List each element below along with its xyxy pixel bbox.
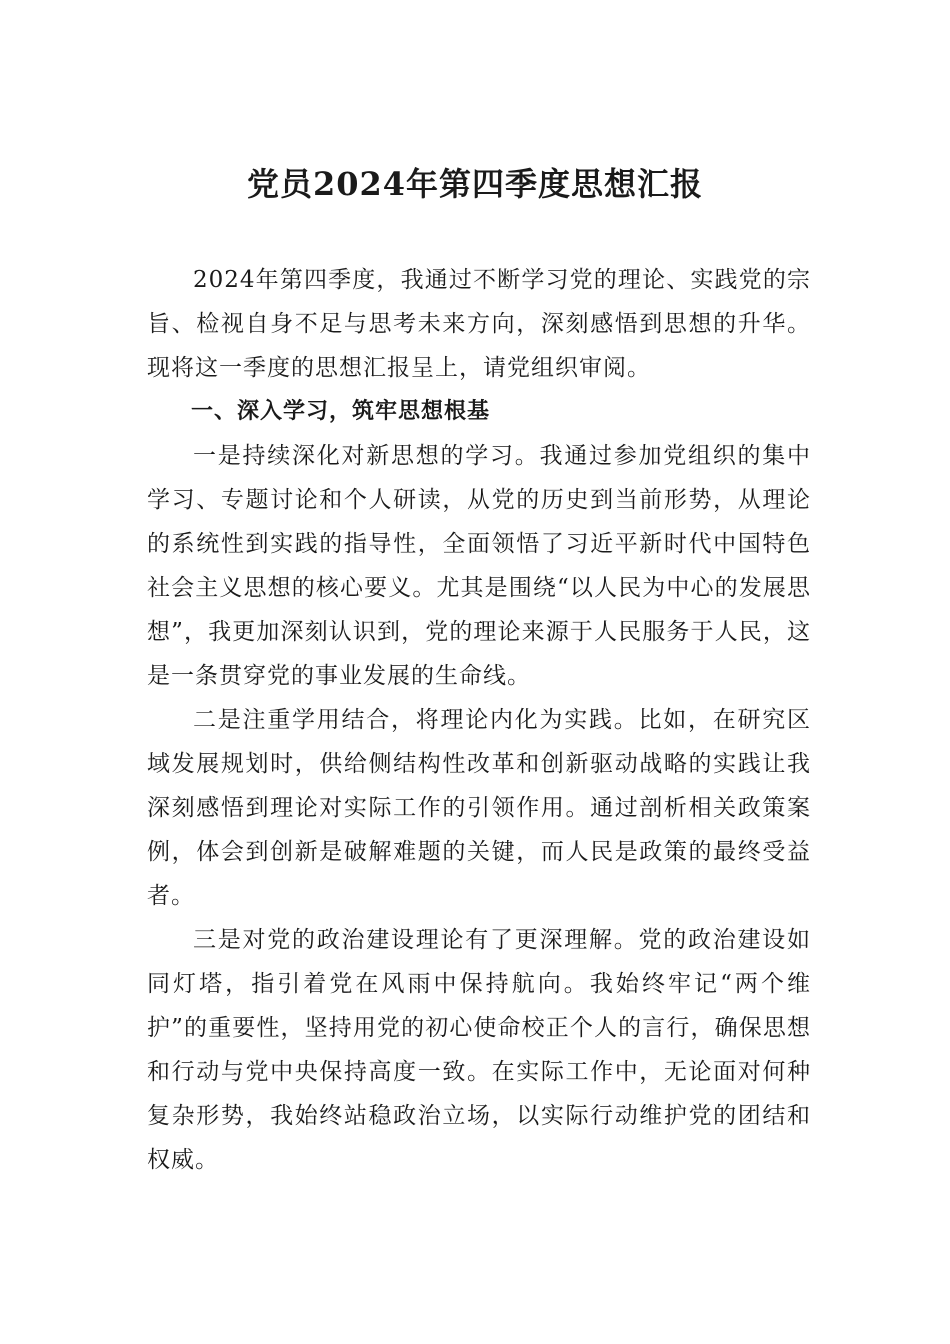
document-title: 党员2024年第四季度思想汇报 <box>246 165 704 203</box>
paragraph-2 <box>147 698 811 918</box>
paragraph-3 <box>147 918 811 1182</box>
paragraph-1 <box>147 434 811 698</box>
intro-paragraph: 2024年第四季度，我通过不断学习党的理论、实践党的宗旨、检视自身不足与思考未来方向，深刻感悟到思想的升华。现将这一季度的思想汇报呈上，请党组织审阅。 <box>147 267 811 381</box>
paragraph-lead: 三是对党的政治建设理论有了更深理解。 <box>193 927 639 953</box>
paragraph-lead: 二是注重学用结合，将理论内化为实践。 <box>193 707 639 733</box>
document-body <box>147 258 811 1182</box>
paragraph-text: 我通过参加党组织的集中学习、专题讨论和个人研读，从党的历史到当前形势，从理论的系统性到实践的指导性，全面领悟了习近平新时代中国特色社会主义思想的核心要义。尤其是围绕“以人民为中心的发展思想”，我更加深刻认识到，党的理论来源于人民服务于人民，这是一条贯穿党的事业发展的生命线。 <box>147 443 811 689</box>
section-heading-1: 一、深入学习，筑牢思想根基 <box>191 399 491 424</box>
paragraph-lead: 一是持续深化对新思想的学习。 <box>193 443 540 469</box>
paragraph-text: 党的政治建设如同灯塔，指引着党在风雨中保持航向。我始终牢记“两个维护”的重要性，坚持用党的初心使命校正个人的言行，确保思想和行动与党中央保持高度一致。在实际工作中，无论面对何种复杂形势，我始终站稳政治立场，以实际行动维护党的团结和权威。 <box>147 927 811 1173</box>
paragraph-text: 比如，在研究区域发展规划时，供给侧结构性改革和创新驱动战略的实践让我深刻感悟到理论对实际工作的引领作用。通过剖析相关政策案例，体会到创新是破解难题的关键，而人民是政策的最终受益者。 <box>147 707 811 909</box>
